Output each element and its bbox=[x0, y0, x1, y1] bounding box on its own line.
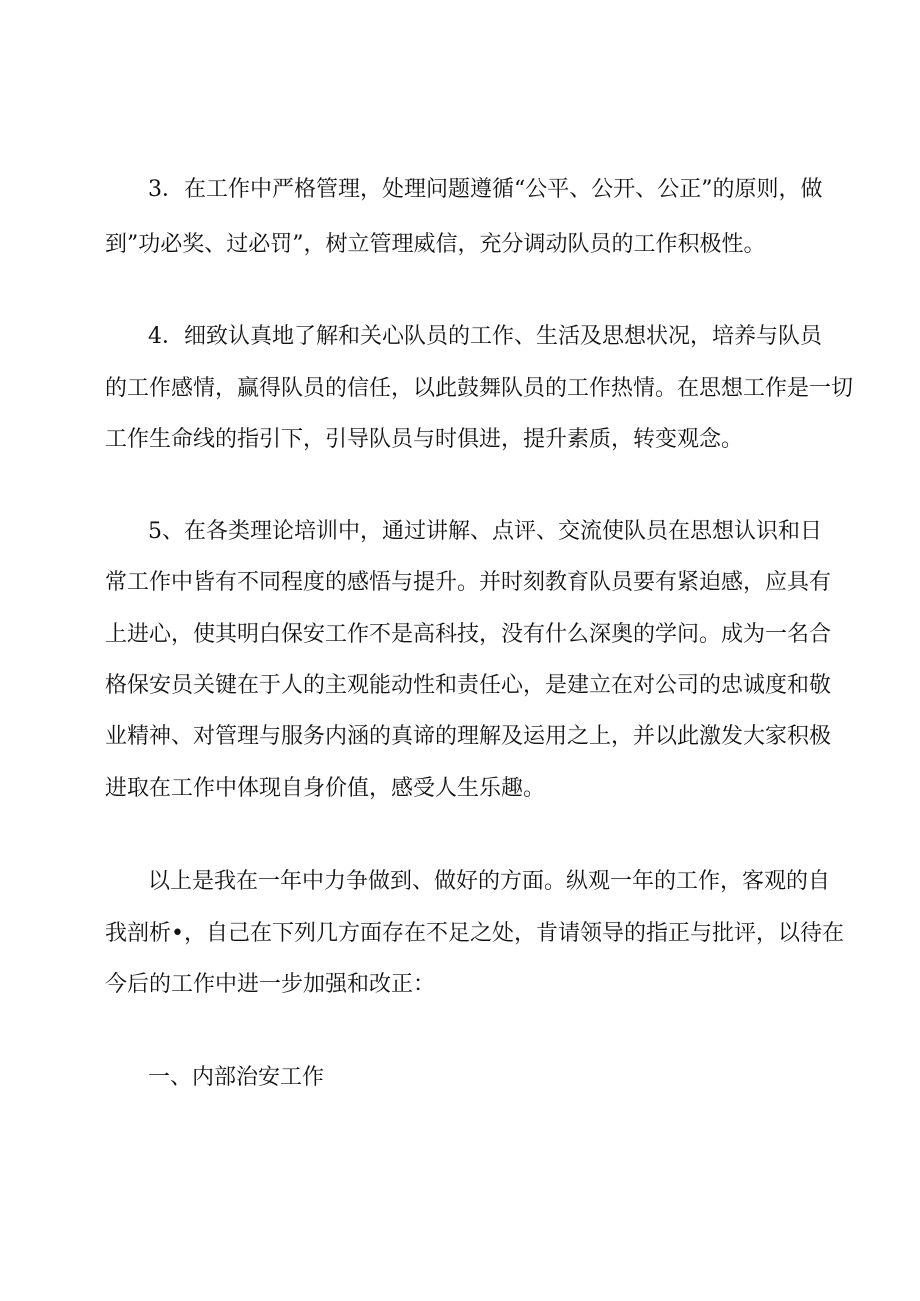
summary-line-2: 我剖析•，自己在下列几方面存在不足之处，肯请领导的指正与批评，以待在 bbox=[105, 921, 844, 946]
paragraph-3-line-2: 到”功必奖、过必罚”，树立管理威信，充分调动队员的工作积极性。 bbox=[105, 232, 766, 257]
paragraph-3-line-1: 3．在工作中严格管理，处理问题遵循“公平、公开、公正”的原则，做 bbox=[148, 177, 823, 202]
section-heading: 一、内部治安工作 bbox=[148, 1065, 325, 1090]
paragraph-4-line-2: 的工作感情，赢得队员的信任，以此鼓舞队员的工作热情。在思想工作是一切 bbox=[105, 376, 854, 401]
summary-line-1: 以上是我在一年中力争做到、做好的方面。纵观一年的工作，客观的自 bbox=[148, 869, 831, 894]
paragraph-5-line-4: 格保安员关键在于人的主观能动性和责任心，是建立在对公司的忠诚度和敬 bbox=[105, 673, 832, 698]
paragraph-4-line-3: 工作生命线的指引下，引导队员与时俱进，提升素质，转变观念。 bbox=[105, 427, 744, 452]
paragraph-5-line-3: 上进心，使其明白保安工作不是高科技，没有什么深奥的学问。成为一名合 bbox=[105, 622, 832, 647]
paragraph-5-line-1: 5、在各类理论培训中，通过讲解、点评、交流使队员在思想认识和日 bbox=[148, 519, 822, 544]
paragraph-5-line-2: 常工作中皆有不同程度的感悟与提升。并时刻教育队员要有紧迫感，应具有 bbox=[105, 570, 832, 595]
paragraph-5-line-6: 进取在工作中体现自身价值，感受人生乐趣。 bbox=[105, 776, 546, 801]
summary-line-3: 今后的工作中进一步加强和改正： bbox=[105, 972, 436, 997]
paragraph-4-line-1: 4．细致认真地了解和关心队员的工作、生活及思想状况，培养与队员 bbox=[148, 324, 822, 349]
paragraph-5-line-5: 业精神、对管理与服务内涵的真谛的理解及运用之上，并以此激发大家积极 bbox=[105, 724, 832, 749]
